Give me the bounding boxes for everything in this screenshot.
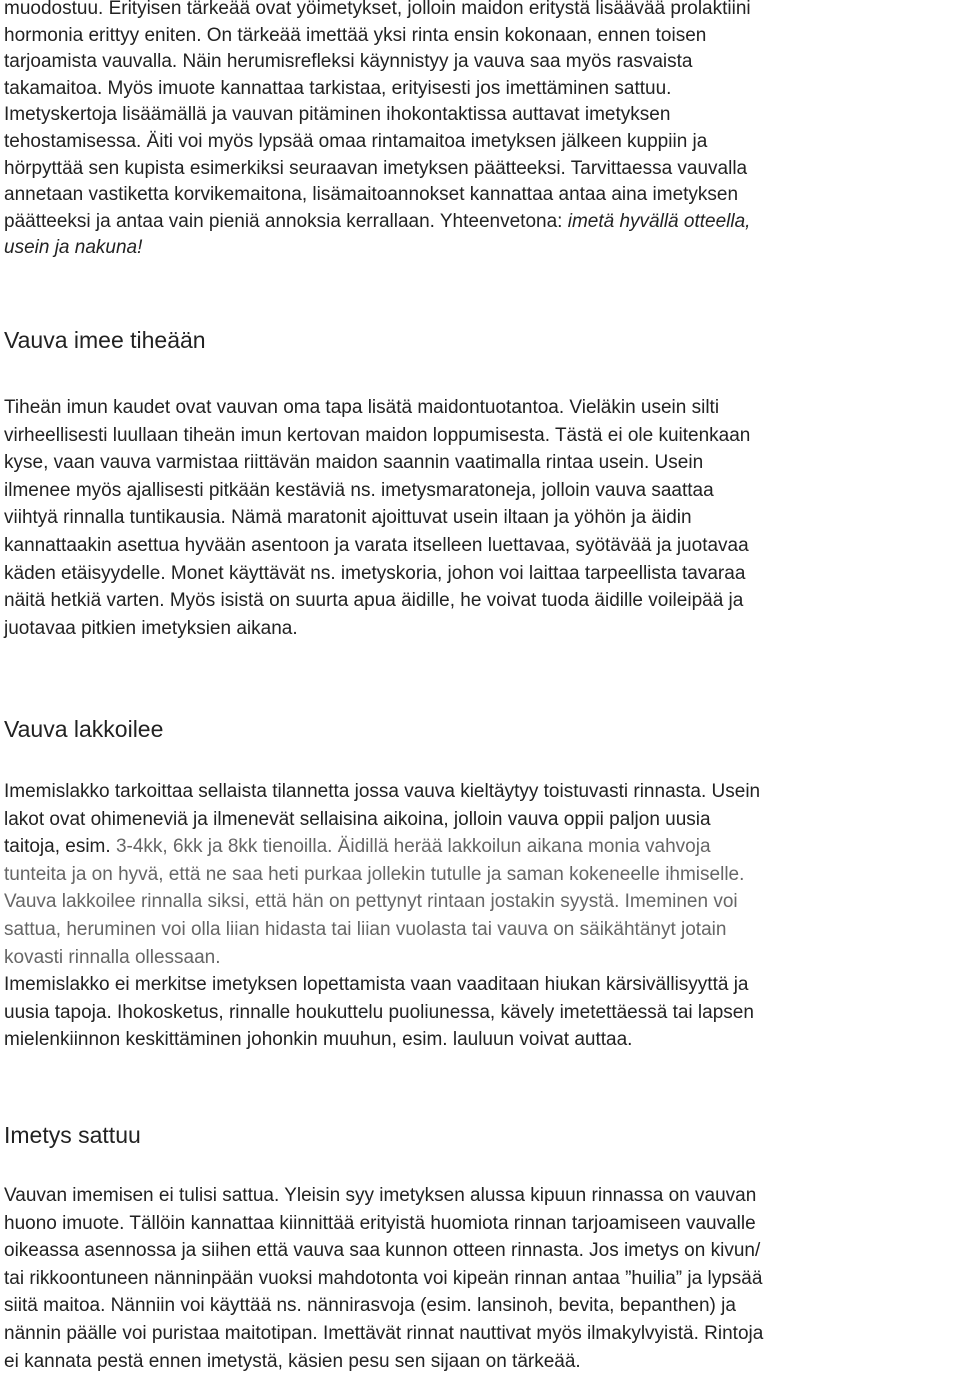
sattuu-line: Vauvan imemisen ei tulisi sattua. Yleisin syy imetyksen alussa kipuun rinnassa on vauvan [4,1185,757,1206]
sattuu-line: siitä maitoa. Nänniin voi käyttää ns. nännirasvoja (esim. lansinoh, bevita, bepanthen) ja [4,1295,736,1317]
sattuu-paragraph [4,1182,763,1375]
lakkoilee-gray-line: sattua, heruminen voi olla liian hidasta tai liian vuolasta tai vauva on säikähtänyt jotain [4,918,727,940]
lakkoilee-line [4,833,760,861]
tiheaan-line: juotavaa pitkien imetyksien aikana. [4,617,298,639]
tiheaan-line: kyse, vaan vauva varmistaa riittävän maidon saannin vaatimalla rintaa usein. Usein [4,452,704,474]
section-heading-tiheaan: Vauva imee tiheään [4,327,206,353]
lakkoilee-gray-line: Vauva lakkoilee rinnalla siksi, että hän on pettynyt rintaan jostakin syystä. Imeminen voi [4,891,738,913]
sattuu-line: nännin päälle voi puristaa maitotipan. Imettävät rinnat nauttivat myös ilmakylvyistä. Rintoja [4,1322,764,1344]
lakkoilee-gray-line: tunteita ja on hyvä, että ne saa heti purkaa jollekin tutulle ja saman kokeneelle ihmiselle. [4,863,745,885]
lakkoilee-gray-line: kovasti rinnalla ollessaan. [4,946,221,968]
tiheaan-line: kannattaakin asettua hyvään asentoon ja varata itselleen luettavaa, syötävää ja juotavaa [4,534,749,556]
intro-line: tarjoamista vauvalla. Näin herumisrefleksi käynnistyy ja vauva saa myös rasvaista [4,51,693,73]
intro-line: muodostuu. Erityisen tärkeää ovat yöimetykset, jolloin maidon eritystä lisäävää prolaktiini [4,0,751,19]
sattuu-line: tai rikkoontuneen nänninpään vuoksi mahdotonta voi kipeän rinnan antaa ”huilia” ja lypsää [4,1267,763,1289]
lakkoilee-line-text: taitoja, esim. [4,836,116,858]
lakkoilee-paragraph [4,778,760,1054]
tiheaan-line: käden etäisyydelle. Monet käyttävät ns. imetyskoria, johon voi laittaa tarpeellista tavaraa [4,562,746,584]
tiheaan-line: viihtyä rinnalla tuntikausia. Nämä maratonit ajoittuvat usein iltaan ja yöhön ja äidin [4,507,692,529]
intro-line [4,209,751,236]
sattuu-line: huono imuote. Tällöin kannattaa kiinnittää erityistä huomiota rinnan tarjoamiseen vauvalle [4,1212,756,1234]
tiheaan-line: ilmenee myös ajallisesti pitkään kestäviä ns. imetysmaratoneja, jolloin vauva saattaa [4,479,714,501]
intro-line: annetaan vastiketta korvikemaitona, lisämaitoannokset kannattaa antaa aina imetyksen [4,184,739,206]
lakkoilee-line: Imemislakko ei merkitse imetyksen lopettamista vaan vaaditaan hiukan kärsivällisyyttä ja [4,974,749,996]
tiheaan-line: näitä hetkiä varten. Myös isistä on suurta apua äidille, he voivat tuoda äidille voileipää ja [4,590,744,612]
lakkoilee-line: lakot ovat ohimeneviä ja ilmenevät sellaisina aikoina, jolloin vauva oppii paljon uusia [4,808,711,830]
lakkoilee-line: mielenkiinnon keskittäminen johonkin muuhun, esim. lauluun voivat auttaa. [4,1029,633,1051]
intro-line: hörpyttää sen kupista esimerkiksi seuraavan imetyksen päätteeksi. Tarvittaessa vauvalla [4,157,748,179]
tiheaan-line: Tiheän imun kaudet ovat vauvan oma tapa lisätä maidontuotantoa. Vieläkin usein silti [4,397,720,418]
tiheaan-line: virheellisesti luullaan tiheän imun kertovan maidon loppumisesta. Tästä ei ole kuitenkaan [4,424,751,446]
sattuu-line: oikeassa asennossa ja siihen että vauva saa kunnon otteen rinnasta. Jos imetys on kivun/ [4,1240,761,1262]
lakkoilee-line: uusia tapoja. Ihokosketus, rinnalle houkuttelu puoliunessa, kävely imetettäessä tai lapsen [4,1001,754,1023]
intro-line: hormonia erittyy eniten. On tärkeää imettää yksi rinta ensin kokonaan, ennen toisen [4,24,707,46]
intro-line-text: päätteeksi ja antaa vain pieniä annoksia kerrallaan. Yhteenvetona: [4,210,568,232]
section-heading-lakkoilee: Vauva lakkoilee [4,716,164,742]
intro-line: takamaitoa. Myös imuote kannattaa tarkistaa, erityisesti jos imettäminen sattuu. [4,77,672,99]
summary-emphasis: imetä hyvällä otteella, [567,210,751,232]
tiheaan-paragraph [4,394,750,642]
intro-line: Imetyskertoja lisäämällä ja vauvan pitäminen ihokontaktissa auttavat imetyksen [4,104,671,126]
lakkoilee-gray-text: 3-4kk, 6kk ja 8kk tienoilla. Äidillä herää lakkoilun aikana monia vahvoja [115,836,711,858]
summary-emphasis-end: usein ja nakuna! [4,237,143,259]
sattuu-line: ei kannata pestä ennen imetystä, käsien pesu sen sijaan on tärkeää. [4,1350,581,1372]
intro-line: tehostamisessa. Äiti voi myös lypsää omaa rintamaitoa imetyksen jälkeen kuppiin ja [4,130,708,152]
section-heading-sattuu: Imetys sattuu [4,1122,141,1148]
intro-paragraph [4,0,751,262]
lakkoilee-line: Imemislakko tarkoittaa sellaista tilannetta jossa vauva kieltäytyy toistuvasti rinnasta. Usein [4,781,761,802]
